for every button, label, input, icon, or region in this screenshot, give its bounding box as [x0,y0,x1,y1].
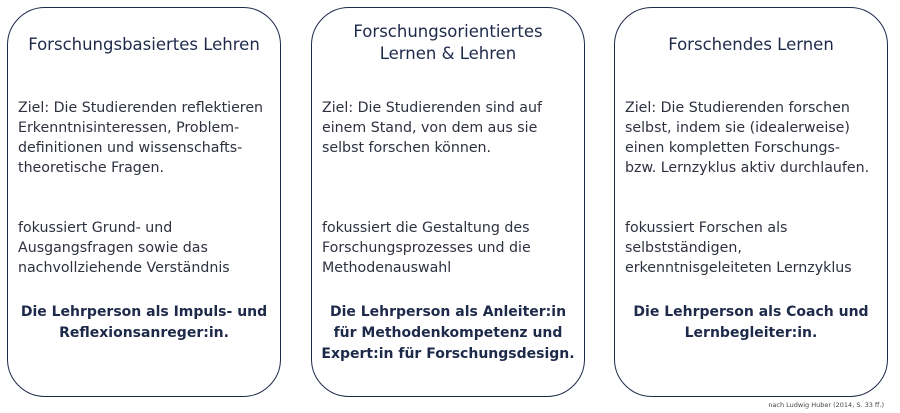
card-focus-text [18,218,272,278]
card-goal-line: einem Stand, von dem aus sie [322,120,538,136]
card-title-line: Lernen & Lehren [379,44,517,63]
card-role-line: Die Lehrperson als Anleiter:in [329,304,567,320]
card-goal-line: Ziel: Die Studierenden sind auf [322,100,542,116]
card-role-line: Expert:in für Forschungsdesign. [321,346,575,362]
card-focus-text [625,218,879,278]
card-role-line: Die Lehrperson als Coach und [633,304,869,320]
card-role-line: Reflexionsanreger:in. [59,325,229,341]
card-role-text [621,302,881,344]
card-forschungsbasiertes-lehren [7,7,281,397]
card-focus-line: Forschungsprozesses und die [322,240,531,256]
card-role-line: Lernbegleiter:in. [684,325,818,341]
source-note: nach Ludwig Huber (2014, S. 33 ff.) [768,401,884,409]
card-goal-line: Ziel: Die Studierenden reflektieren [18,100,264,116]
card-role-text [318,302,578,365]
card-goal-line: Ziel: Die Studierenden forschen [625,100,850,116]
card-goal-line: Erkenntnisinteressen, Problem- [18,120,240,136]
card-goal-text [18,98,272,178]
card-goal-line: theoretische Fragen. [18,160,165,176]
card-title [621,34,881,56]
card-title-line: Forschendes Lernen [668,35,834,54]
card-focus-text [322,218,576,278]
card-forschendes-lernen [614,7,888,397]
card-role-line: für Methodenkompetenz und [333,325,563,341]
card-focus-line: fokussiert Forschen als [625,220,788,236]
card-title [14,34,274,56]
card-title-line: Forschungsorientiertes [353,22,543,41]
card-goal-line: selbst forschen können. [322,140,492,156]
card-focus-line: fokussiert die Gestaltung des [322,220,530,236]
card-role-line: Die Lehrperson als Impuls- und [20,304,268,320]
card-goal-line: einen kompletten Forschungs- [625,140,840,156]
card-goal-text [625,98,879,178]
card-focus-line: selbstständigen, [625,240,742,256]
card-goal-line: bzw. Lernzyklus aktiv durchlaufen. [625,160,870,176]
card-focus-line: Ausgangsfragen sowie das [18,240,208,256]
card-title-line: Forschungsbasiertes Lehren [28,35,260,54]
card-role-text [14,302,274,344]
card-focus-line: erkenntnisgeleiteten Lernzyklus [625,260,852,276]
card-goal-text [322,98,576,158]
card-title [318,21,578,65]
card-forschungsorientiertes-lernen-lehren [311,7,585,397]
card-focus-line: fokussiert Grund- und [18,220,173,236]
card-goal-line: selbst, indem sie (idealerweise) [625,120,850,136]
card-goal-line: definitionen und wissenschafts- [18,140,243,156]
card-focus-line: Methodenauswahl [322,260,452,276]
card-focus-line: nachvollziehende Verständnis [18,260,230,276]
